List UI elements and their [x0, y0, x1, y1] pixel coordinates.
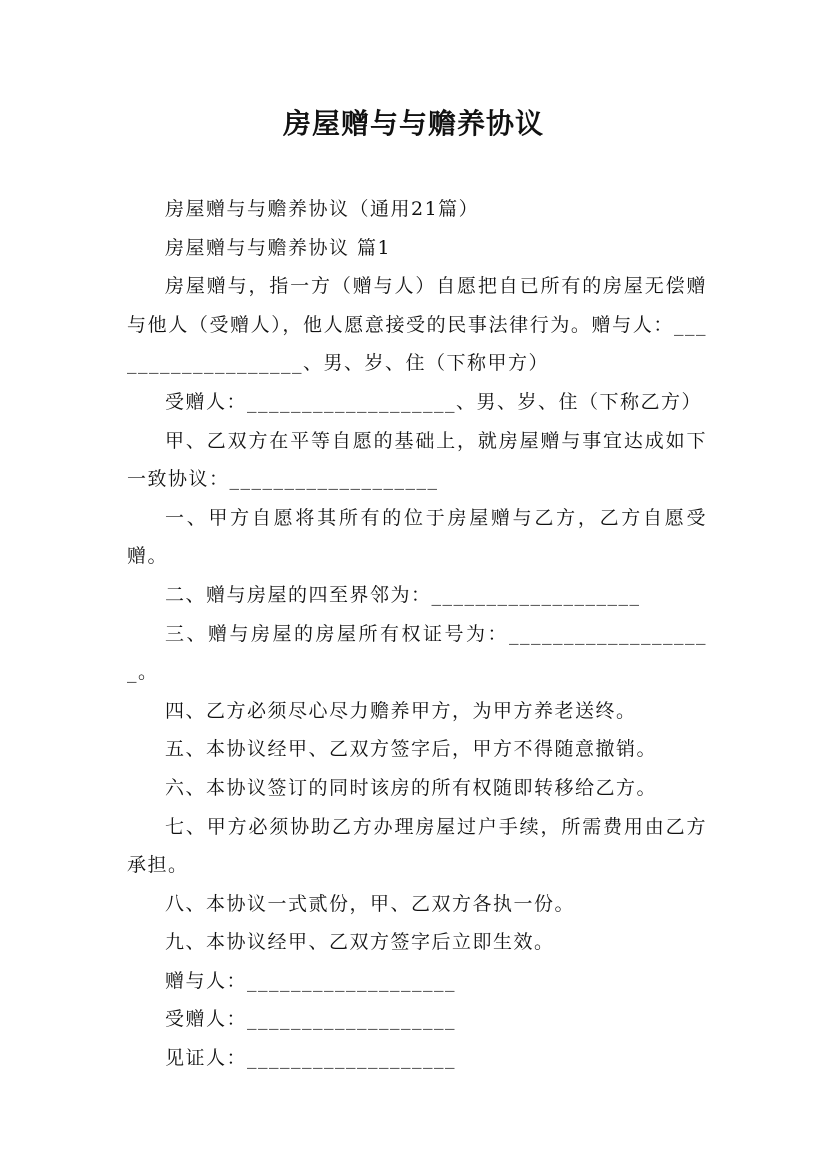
signature-donor: 赠与人：___________________ [165, 969, 457, 992]
paragraph-preamble: 甲、乙双方在平等自愿的基础上，就房屋赠与事宜达成如下一致协议：___________________ [127, 429, 707, 491]
paragraph-definition: 房屋赠与，指一方（赠与人）自愿把自已所有的房屋无偿赠与他人（受赠人），他人愿意接受的民事法律行为。赠与人：___________________、男、岁、住（下称甲方） [127, 275, 707, 375]
clause-3: 三、赠与房屋的房屋所有权证号为：___________________。 [127, 622, 707, 684]
paragraph-article-label: 房屋赠与与赡养协议 篇1 [165, 236, 392, 259]
clause-7: 七、甲方必须协助乙方办理房屋过户手续，所需费用由乙方承担。 [127, 815, 707, 877]
paragraph-heading: 房屋赠与与赡养协议（通用21篇） [165, 198, 480, 220]
clause-1: 一、甲方自愿将其所有的位于房屋赠与乙方，乙方自愿受赠。 [127, 506, 707, 568]
paragraph-donee: 受赠人：___________________、男、岁、住（下称乙方） [165, 390, 703, 413]
clause-4: 四、乙方必须尽心尽力赡养甲方，为甲方养老送终。 [165, 699, 637, 722]
signature-witness: 见证人：___________________ [165, 1047, 457, 1070]
clause-8: 八、本协议一式贰份，甲、乙双方各执一份。 [165, 892, 576, 915]
clause-5: 五、本协议经甲、乙双方签字后，甲方不得随意撤销。 [165, 738, 658, 761]
document-title: 房屋赠与与赡养协议 [282, 107, 544, 140]
clause-6: 六、本协议签订的同时该房的所有权随即转移给乙方。 [165, 776, 658, 799]
clause-2: 二、赠与房屋的四至界邻为：___________________ [165, 583, 641, 606]
signature-donee: 受赠人：___________________ [165, 1008, 457, 1031]
document-body [127, 190, 707, 1078]
clause-9: 九、本协议经甲、乙双方签字后立即生效。 [165, 931, 555, 954]
